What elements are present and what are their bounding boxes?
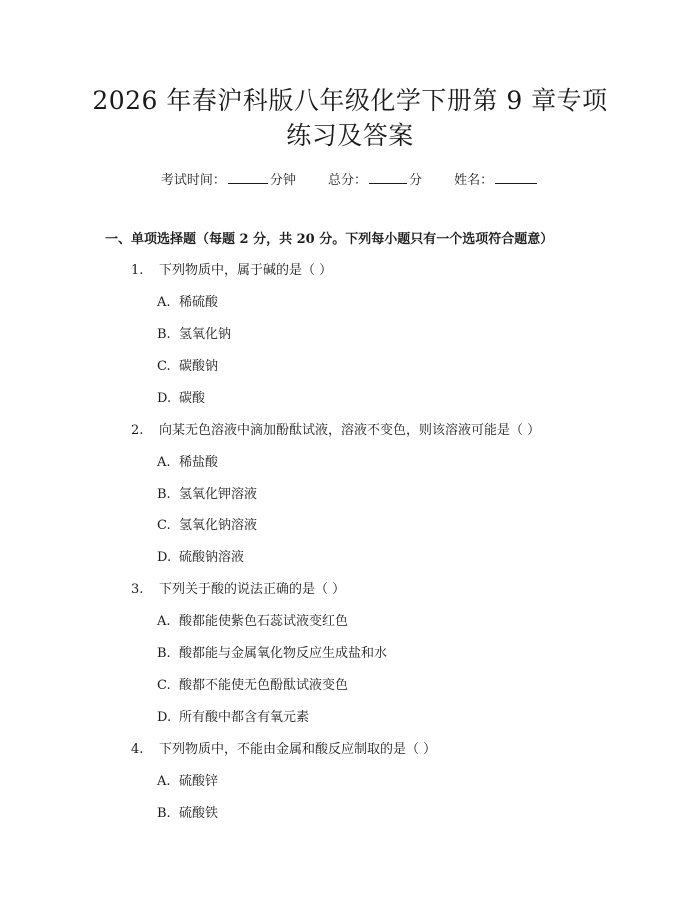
- option-letter: A.: [157, 774, 171, 789]
- question-2: [131, 422, 540, 440]
- option-letter: A.: [157, 455, 171, 470]
- question-1-option-a: [157, 294, 218, 312]
- exam-time-field: [161, 170, 296, 190]
- question-2-option-c: [157, 517, 257, 535]
- exam-meta: [0, 170, 700, 190]
- option-text: 硫酸钠溶液: [179, 550, 245, 565]
- option-text: 所有酸中都含有氧元素: [179, 710, 310, 725]
- question-3-option-c: [157, 677, 348, 695]
- question-number: 2.: [131, 423, 144, 438]
- exam-time-label: 考试时间：: [160, 173, 226, 188]
- total-score-blank: [369, 170, 407, 184]
- option-letter: B.: [157, 806, 171, 821]
- option-letter: D.: [157, 391, 172, 406]
- question-3: [131, 581, 345, 599]
- option-text: 酸都能与金属氧化物反应生成盐和水: [179, 646, 388, 661]
- exam-time-unit: 分钟: [269, 173, 296, 188]
- option-letter: D.: [157, 710, 172, 725]
- question-1: [131, 262, 332, 280]
- question-number: 4.: [131, 742, 144, 757]
- question-4-option-a: [157, 773, 218, 791]
- option-text: 酸都能使紫色石蕊试液变红色: [179, 614, 349, 629]
- question-4-option-b: [157, 805, 218, 823]
- total-score-label: 总分：: [327, 173, 367, 188]
- option-text: 氢氧化钠: [179, 327, 232, 342]
- option-letter: B.: [157, 646, 171, 661]
- question-text: 下列物质中，不能由金属和酸反应制取的是（ ）: [159, 742, 437, 757]
- question-3-option-a: [157, 613, 348, 631]
- total-score-unit: 分: [409, 173, 423, 188]
- question-number: 1.: [131, 263, 144, 278]
- name-blank: [495, 170, 537, 184]
- option-letter: B.: [157, 327, 171, 342]
- question-1-option-c: [157, 358, 218, 376]
- question-2-option-b: [157, 486, 257, 504]
- question-3-option-b: [157, 645, 387, 663]
- option-letter: C.: [157, 518, 171, 533]
- question-1-option-b: [157, 326, 231, 344]
- question-3-option-d: [157, 709, 309, 727]
- option-text: 硫酸铁: [179, 806, 219, 821]
- question-text: 下列关于酸的说法正确的是（ ）: [159, 582, 346, 597]
- option-text: 硫酸锌: [179, 774, 219, 789]
- name-label: 姓名：: [454, 173, 494, 188]
- question-number: 3.: [131, 582, 144, 597]
- option-letter: A.: [157, 614, 171, 629]
- option-text: 氢氧化钾溶液: [179, 487, 258, 502]
- option-text: 碳酸: [179, 391, 206, 406]
- document-title-line-1: 2026 年春沪科版八年级化学下册第 9 章专项: [92, 86, 608, 115]
- option-letter: D.: [157, 550, 172, 565]
- option-letter: C.: [157, 359, 171, 374]
- question-text: 向某无色溶液中滴加酚酞试液，溶液不变色，则该溶液可能是（ ）: [159, 423, 541, 438]
- question-4: [131, 741, 436, 759]
- option-letter: C.: [157, 678, 171, 693]
- option-text: 酸都不能使无色酚酞试液变色: [179, 678, 349, 693]
- total-score-field: [328, 170, 422, 190]
- question-text: 下列物质中，属于碱的是（ ）: [159, 263, 333, 278]
- question-1-option-d: [157, 390, 205, 408]
- name-field: [454, 170, 539, 190]
- section-heading: 一、单项选择题（每题 2 分，共 20 分。下列每小题只有一个选项符合题意）: [105, 232, 554, 247]
- question-2-option-d: [157, 549, 244, 567]
- option-text: 氢氧化钠溶液: [179, 518, 258, 533]
- option-letter: B.: [157, 487, 171, 502]
- question-2-option-a: [157, 454, 218, 472]
- option-text: 碳酸钠: [179, 359, 219, 374]
- exam-time-blank: [228, 170, 268, 184]
- option-letter: A.: [157, 295, 171, 310]
- option-text: 稀硫酸: [179, 295, 219, 310]
- document-title-line-2: 练习及答案: [286, 121, 414, 150]
- option-text: 稀盐酸: [179, 455, 219, 470]
